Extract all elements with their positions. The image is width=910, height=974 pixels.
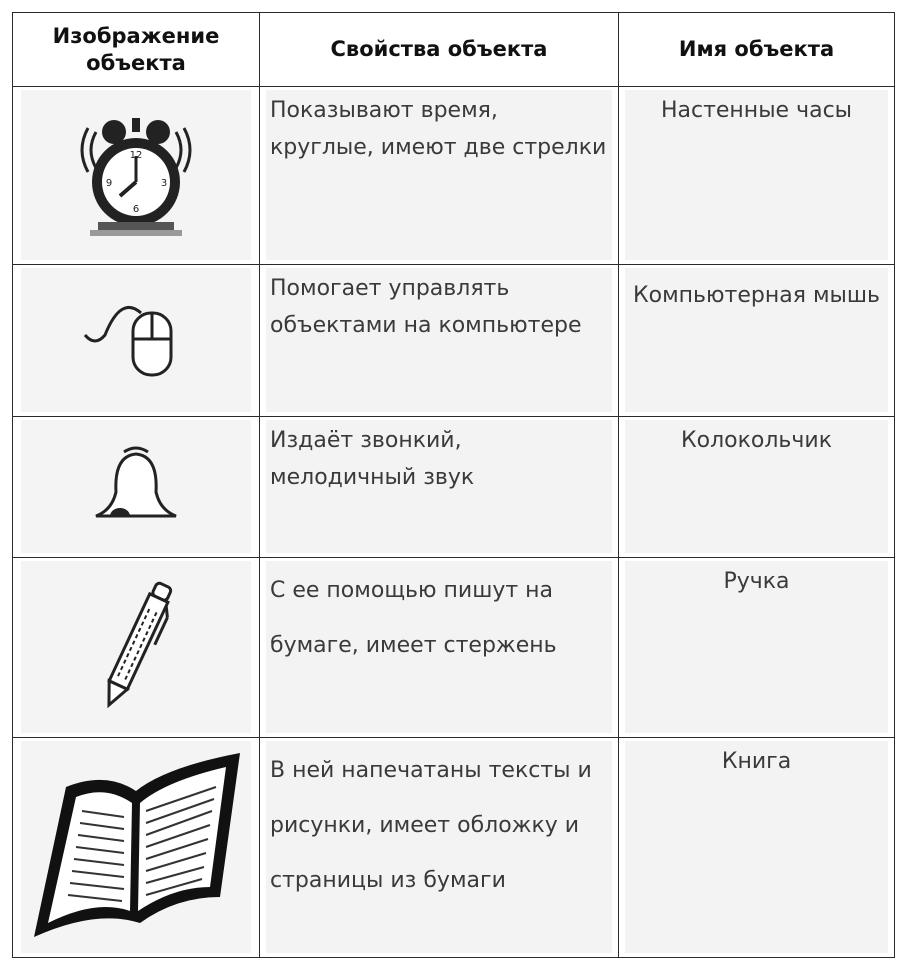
properties-cell <box>260 417 619 558</box>
alarm-clock-icon <box>21 90 251 260</box>
table-row <box>13 558 895 738</box>
bell-icon <box>21 420 251 553</box>
properties-cell <box>260 558 619 738</box>
header-row <box>13 13 895 87</box>
image-cell <box>13 87 260 265</box>
object-name: Книга <box>625 741 888 953</box>
table-row <box>13 87 895 265</box>
image-cell <box>13 738 260 958</box>
properties-cell <box>260 738 619 958</box>
properties-cell <box>260 87 619 265</box>
objects-table <box>12 12 895 958</box>
image-cell <box>13 558 260 738</box>
svg-text:6: 6 <box>132 204 140 215</box>
name-cell <box>619 738 895 958</box>
image-cell <box>13 417 260 558</box>
properties-text: Издаёт звонкий, мелодичный звук <box>266 420 612 553</box>
svg-text:3: 3 <box>160 178 168 189</box>
header-name: Имя объекта <box>619 13 895 87</box>
properties-text: Показывают время, круглые, имеют две стрелки <box>266 90 612 260</box>
object-name: Компьютерная мышь <box>625 268 888 412</box>
object-name: Колокольчик <box>625 420 888 553</box>
header-properties: Свойства объекта <box>260 13 619 87</box>
properties-text: С ее помощью пишут на бумаге, имеет стержень <box>266 561 612 733</box>
open-book-icon <box>21 741 251 953</box>
properties-text: В ней напечатаны тексты и рисунки, имеет обложку и страницы из бумаги <box>266 741 612 953</box>
name-cell <box>619 87 895 265</box>
object-name: Ручка <box>625 561 888 733</box>
svg-text:9: 9 <box>105 178 113 189</box>
svg-text:12: 12 <box>129 150 143 161</box>
table-row <box>13 417 895 558</box>
object-name: Настенные часы <box>625 90 888 260</box>
table-row <box>13 265 895 417</box>
table-row <box>13 738 895 958</box>
name-cell <box>619 265 895 417</box>
name-cell <box>619 558 895 738</box>
properties-cell <box>260 265 619 417</box>
pen-icon <box>21 561 251 733</box>
image-cell <box>13 265 260 417</box>
computer-mouse-icon <box>21 268 251 412</box>
header-image: Изображение объекта <box>13 13 260 87</box>
properties-text: Помогает управлять объектами на компьютере <box>266 268 612 412</box>
name-cell <box>619 417 895 558</box>
